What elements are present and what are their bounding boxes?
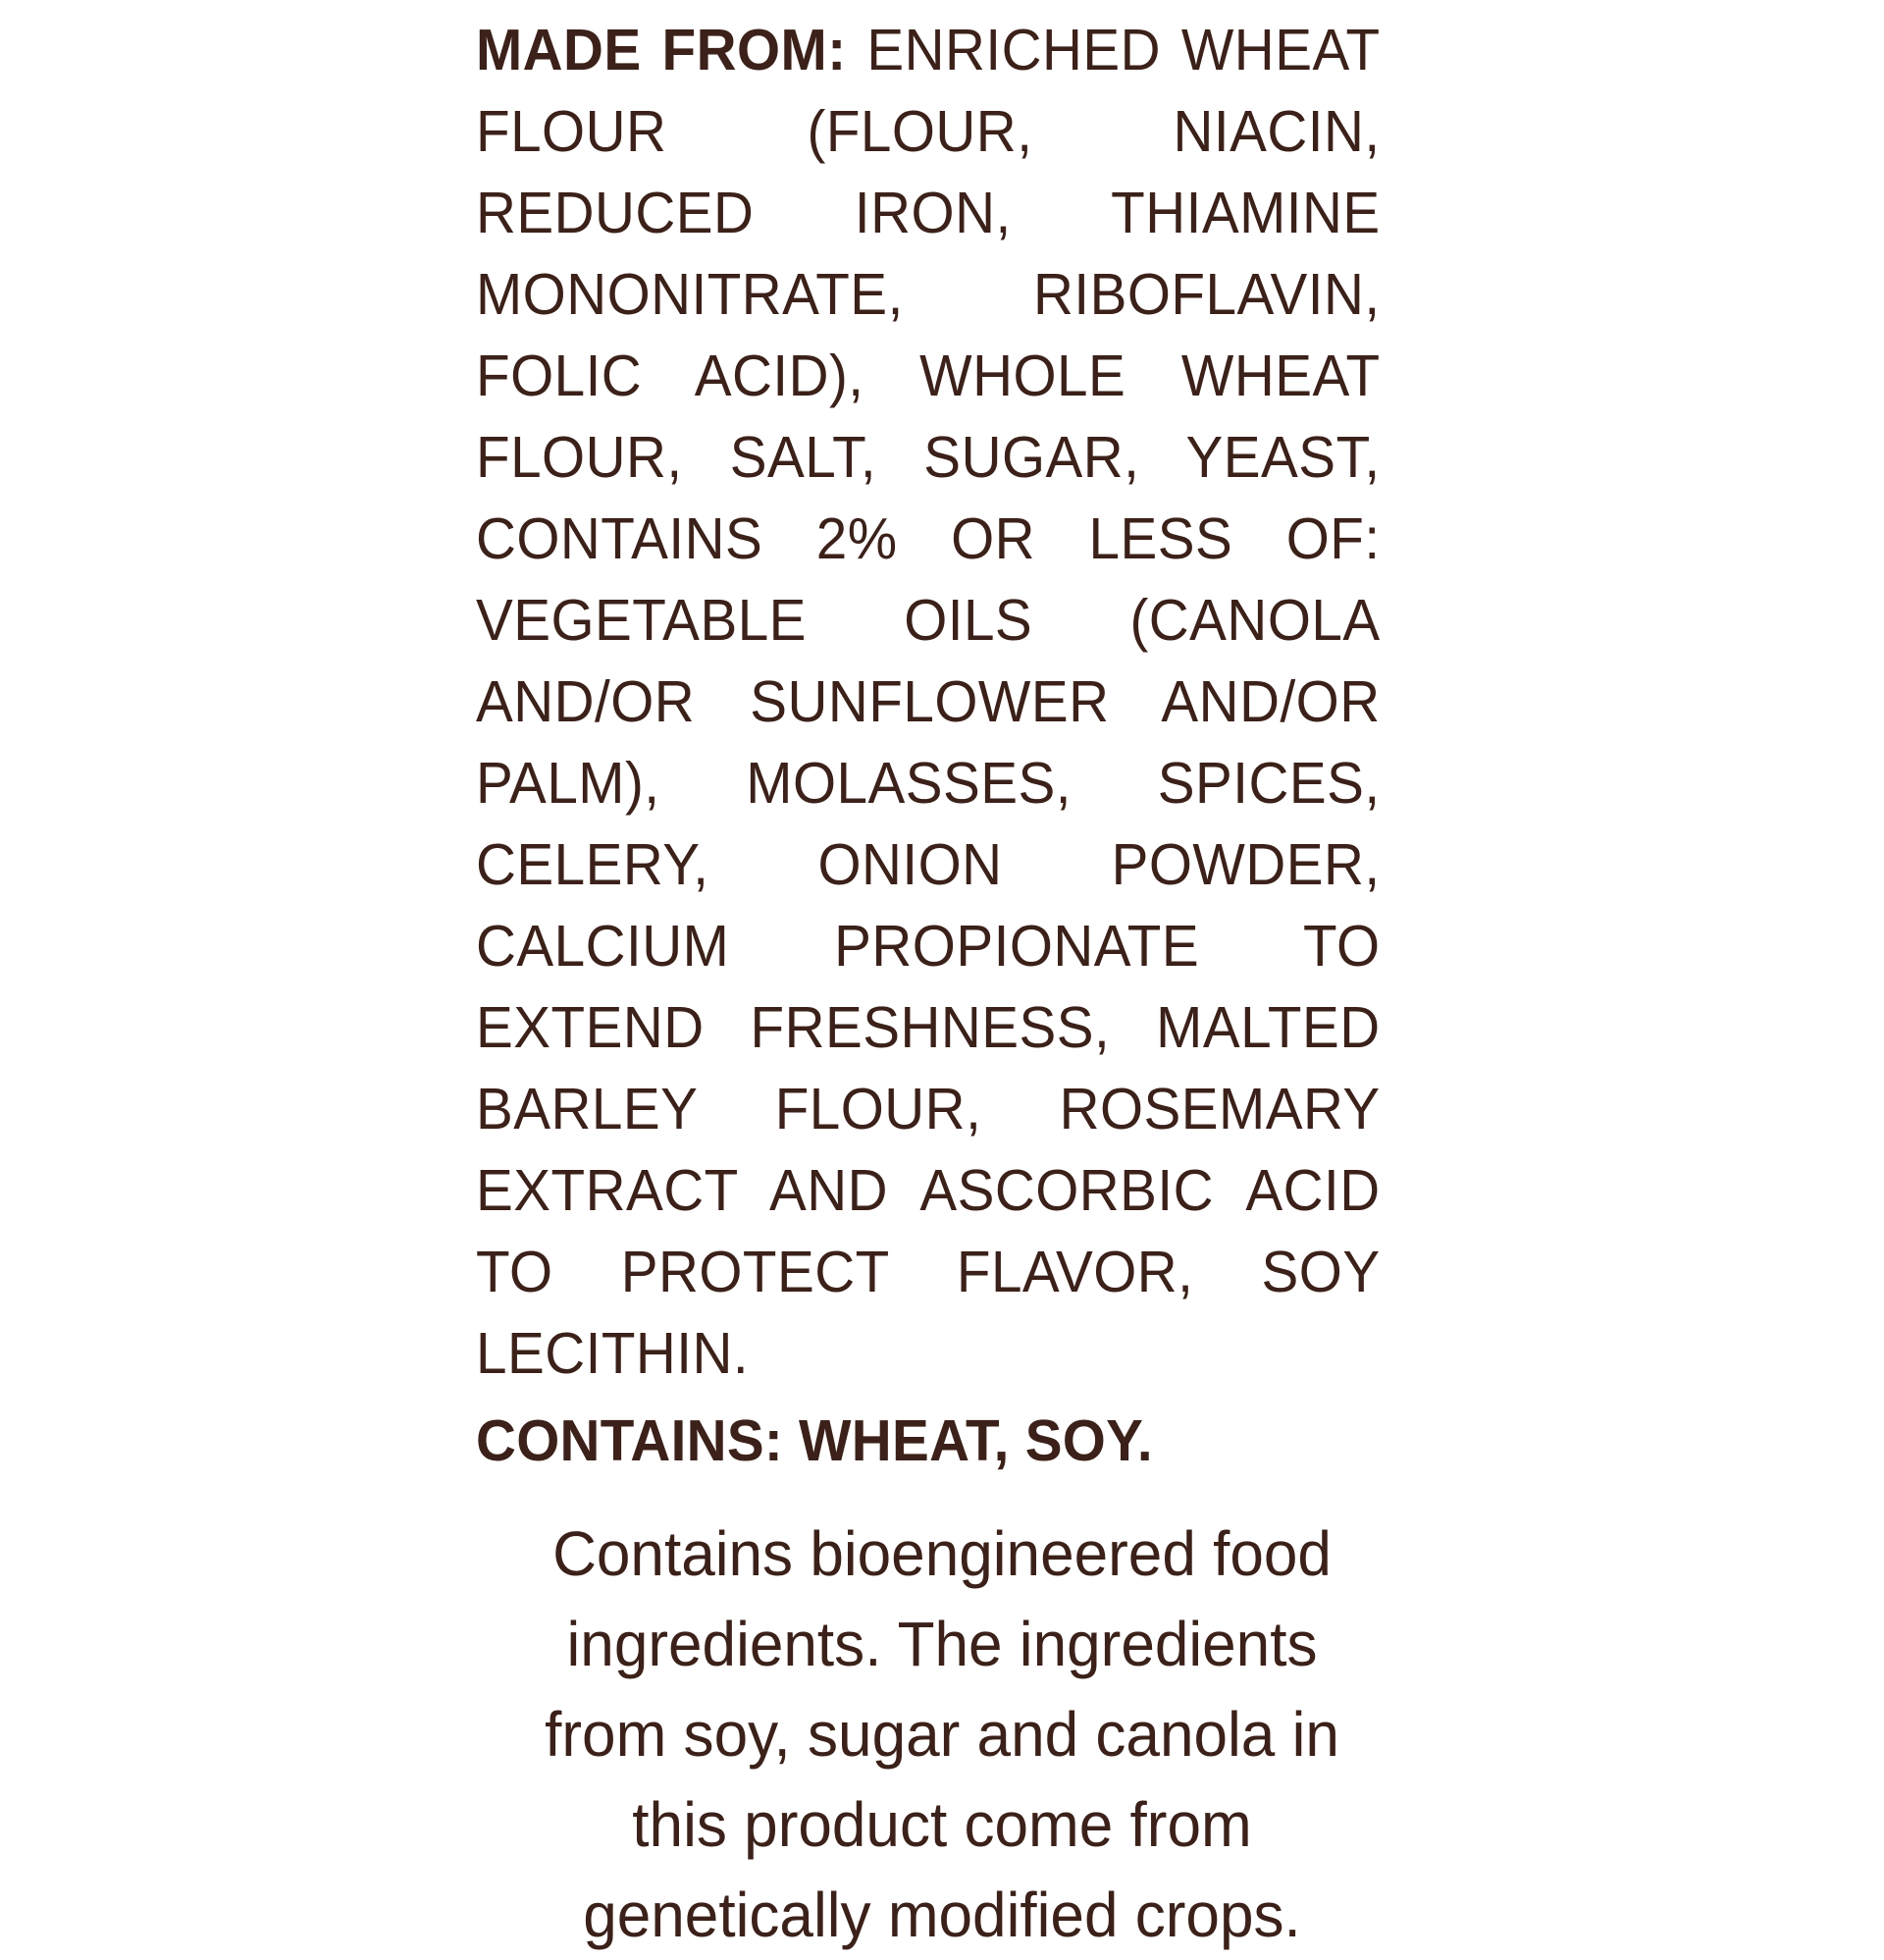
bioengineered-disclosure [500, 1509, 1384, 1960]
made-from-label: MADE FROM: [476, 18, 847, 82]
ingredients-paragraph [476, 10, 1381, 1395]
ingredients-body: ENRICHED WHEAT FLOUR (FLOUR, NIACIN, REDUCED IRON, THIAMINE MONONITRATE, RIBOFLAVIN, FOLIC ACID), WHOLE WHEAT FLOUR, SALT, SUGAR, YEAST, CONTAINS 2% OR LESS OF: VEGETABLE OILS (CANOLA AND/OR SUNFLOWER AND/OR PALM), MOLASSES, SPICES, CELERY, ONION POWDER, CALCIUM PROPIONATE TO EXTEND FRESHNESS, MALTED BARLEY FLOUR, ROSEMARY EXTRACT AND ASCORBIC ACID TO PROTECT FLAVOR, SOY LECITHIN. [476, 18, 1381, 1386]
allergen-statement: CONTAINS: WHEAT, SOY. [476, 1408, 1153, 1473]
ingredients-section [476, 10, 1418, 1483]
bioengineered-text: Contains bioengineered food ingredients. The ingredients from soy, sugar and canola in this product come from genetically modified crops. [545, 1518, 1339, 1950]
